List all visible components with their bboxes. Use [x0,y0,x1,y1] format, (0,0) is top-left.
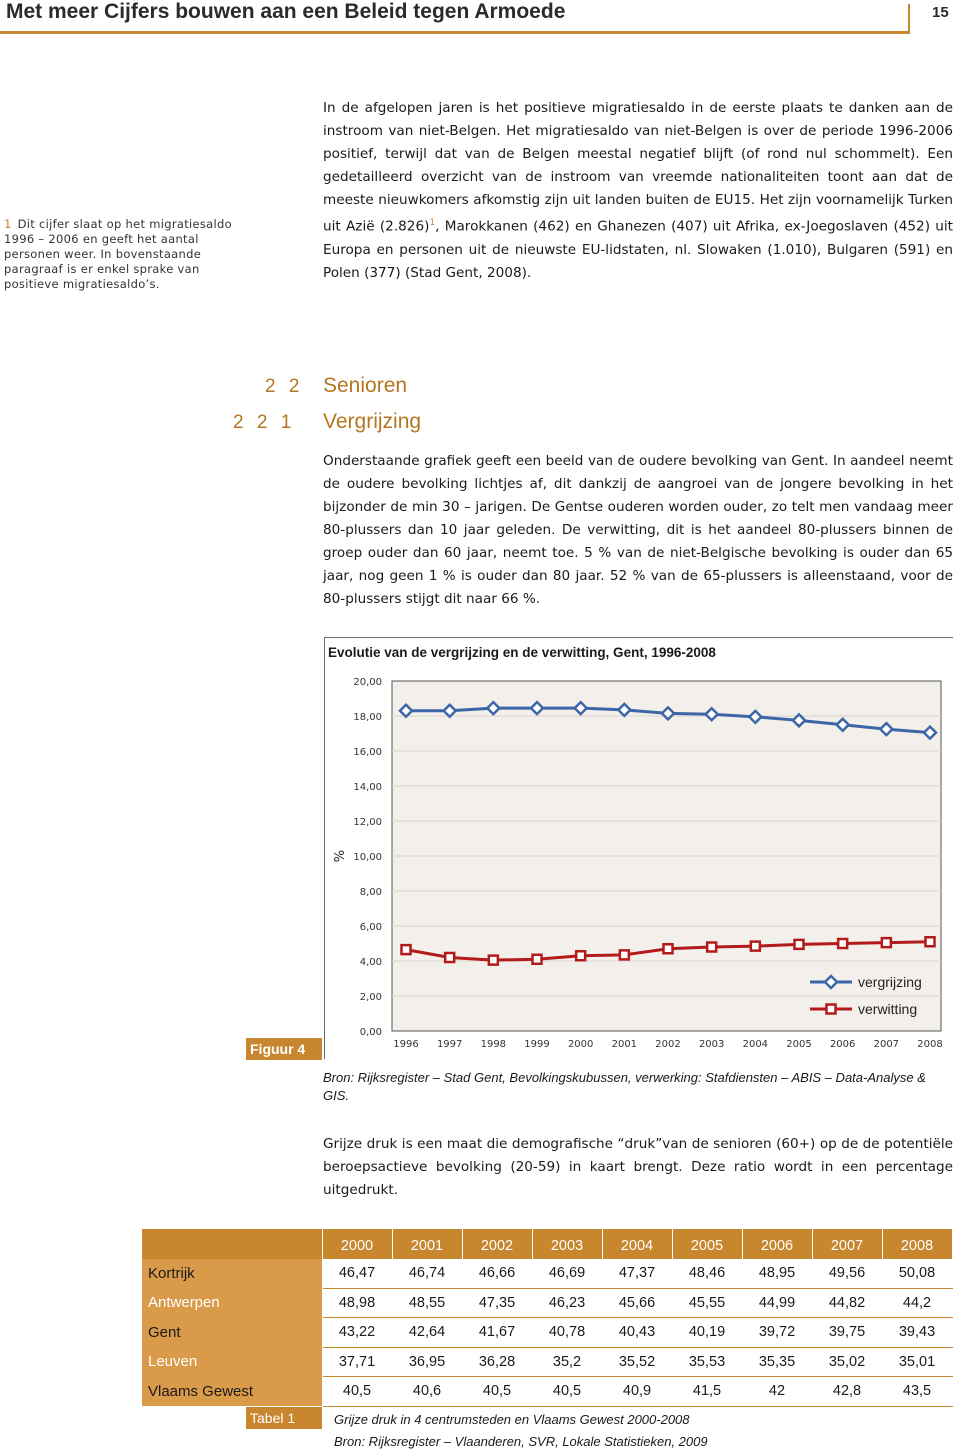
table-cell: 48,46 [672,1259,742,1289]
year-header: 2004 [602,1229,672,1259]
subsection-title: Vergrijzing [323,410,422,433]
paragraph-vergrijzing: Onderstaande grafiek geeft een beeld van de oudere bevolking van Gent. In aandeel neemt de oudere bevolking lichtjes af, dit dankzij de aangroei van de jongere bevolking in het bijzonder de min 30 – jarigen. De Gentse ouderen worden ouder, zo telt men vandaag meer 80-plussers dan 10 jaar geleden. De verwitting, dit is het aandeel 80-plussers binnen de groep ouder dan 60 jaar, neemt toe. 5 % van de niet-Belgische bevolking is ouder dan 65 jaar, nog geen 1 % is ouder dan 80 jaar. 52 % van de 65-plussers is alleenstaand, voor de 80-plussers stijgt dit naar 66 %. [323,453,953,607]
table-cell: 40,19 [672,1318,742,1348]
paragraph-migration: In de afgelopen jaren is het positieve migratiesaldo in de eerste plaats te danken aan de instroom van niet-Belgen. Het migratiesaldo van niet-Belgen is over de periode 1996-2006 positief, terwijl dat van de Belgen meestal negatief blijft (of rond nul schommelt). Een gedetailleerd overzicht van de instroom van vreemde nationaliteiten toont aan dat de meeste nieuwkomers afkomstig zijn uit landen buiten de EU15. Het zijn voornamelijk Turken uit Azië $(2.826)^1$, Marokkanen (462) en Ghanezen (407) uit Afrika, ex-Joegoslaven (452) uit Europa en personen uit de nieuwste EU-lidstaten, nl. Slowaken (1.010), Bulgaren (591) en Polen (377) (Stad Gent, 2008). [323,100,954,281]
table-row [142,1288,952,1318]
footnote-line-3: personen weer. In bovenstaande [4,247,202,261]
table-cell: 39,75 [812,1318,882,1348]
table-cell: 46,47 [322,1259,392,1289]
table-cell: 47,37 [602,1259,672,1289]
x-tick-label: 1998 [480,1039,507,1050]
verwitting-point [489,956,498,965]
year-header: 2008 [882,1229,952,1259]
table-cell: 36,28 [462,1347,532,1377]
table-caption-source: Bron: Rijksregister – Vlaanderen, SVR, Lokale Statistieken, 2009 [334,1434,708,1449]
x-tick-label: 1996 [393,1039,419,1050]
x-tick-label: 2005 [786,1039,812,1050]
year-header: 2007 [812,1229,882,1259]
row-label: Vlaams Gewest [142,1377,322,1407]
year-header: 2005 [672,1229,742,1259]
y-tick-label: 14,00 [353,782,382,793]
footnote-line-1: 1 Dit cijfer slaat op het migratiesaldo [4,217,232,231]
table-cell: 39,72 [742,1318,812,1348]
table-cell: 40,9 [602,1377,672,1407]
y-tick-label: 6,00 [359,922,382,933]
x-tick-label: 2002 [655,1039,681,1050]
table-cell: 46,23 [532,1288,602,1318]
verwitting-point [620,950,629,959]
table-cell: 35,52 [602,1347,672,1377]
y-tick-label: 10,00 [353,852,382,863]
page-number: 15 [932,4,949,21]
table-corner-cell [142,1229,322,1259]
figure-source: Bron: Rijksregister – Stad Gent, Bevolkingskubussen, verwerking: Stafdiensten – ABIS – Data-Analyse & GIS. [323,1070,926,1103]
y-tick-label: 16,00 [353,747,382,758]
verwitting-point [795,940,804,949]
year-header: 2003 [532,1229,602,1259]
year-header: 2002 [462,1229,532,1259]
grijze-druk-table [142,1229,953,1407]
x-tick-label: 2007 [873,1039,900,1050]
header-divider-tick [908,4,910,34]
y-tick-label: 0,00 [359,1027,382,1038]
table-cell: 50,08 [882,1259,952,1289]
year-header: 2006 [742,1229,812,1259]
table-cell: 35,02 [812,1347,882,1377]
section-number: 2 2 [265,376,304,397]
x-tick-label: 1997 [436,1039,463,1050]
footnote-line-2: 1996 – 2006 en geeft het aantal [4,232,199,246]
x-tick-label: 2000 [567,1039,594,1050]
legend-label: vergrijzing [858,974,922,990]
x-tick-label: 2004 [742,1039,769,1050]
table-cell: 45,66 [602,1288,672,1318]
verwitting-point [576,951,585,960]
row-label: Antwerpen [142,1288,322,1318]
footnote-line-5: positieve migratiesaldo’s. [4,277,160,291]
row-label: Leuven [142,1347,322,1377]
table-cell: 48,98 [322,1288,392,1318]
table-cell: 42,8 [812,1377,882,1407]
y-axis-label: % [333,849,348,863]
table-cell: 35,01 [882,1347,952,1377]
row-label: Gent [142,1318,322,1348]
table-cell: 48,55 [392,1288,462,1318]
table-cell: 44,2 [882,1288,952,1318]
table-header-row [142,1229,952,1259]
table-cell: 35,2 [532,1347,602,1377]
year-header: 2000 [322,1229,392,1259]
verwitting-point [751,942,760,951]
footnote-reference[interactable]: 1 [429,218,436,228]
table-cell: 42 [742,1377,812,1407]
table-cell: 46,74 [392,1259,462,1289]
figure-label: Figuur 4 [246,1038,322,1060]
verwitting-point [533,955,542,964]
y-tick-label: 18,00 [353,712,382,723]
table-cell: 40,5 [532,1377,602,1407]
table-cell: 40,43 [602,1318,672,1348]
x-tick-label: 2006 [829,1039,856,1050]
table-caption [334,1409,708,1450]
row-label: Kortrijk [142,1259,322,1289]
table-cell: 43,22 [322,1318,392,1348]
table-cell: 43,5 [882,1377,952,1407]
table-label: Tabel 1 [246,1407,322,1429]
verwitting-point [445,953,454,962]
table-cell: 46,66 [462,1259,532,1289]
y-tick-label: 8,00 [359,887,382,898]
y-tick-label: 20,00 [353,677,382,688]
chart-title: Evolutie van de vergrijzing en de verwitting, Gent, 1996-2008 [328,645,716,660]
header-rule [0,31,910,34]
table-cell: 49,56 [812,1259,882,1289]
table-caption-title: Grijze druk in 4 centrumsteden en Vlaams Gewest 2000-2008 [334,1412,690,1427]
table-row [142,1259,952,1289]
verwitting-point [707,943,716,952]
table-cell: 45,55 [672,1288,742,1318]
y-tick-label: 12,00 [353,817,382,828]
table-cell: 41,5 [672,1377,742,1407]
running-header-title: Met meer Cijfers bouwen aan een Beleid tegen Armoede [6,0,566,23]
y-tick-label: 2,00 [359,992,382,1003]
verwitting-point [402,945,411,954]
table-cell: 42,64 [392,1318,462,1348]
legend-marker [827,1005,836,1014]
verwitting-point [926,937,935,946]
table-cell: 40,5 [322,1377,392,1407]
section-title: Senioren [323,374,408,397]
table-cell: 37,71 [322,1347,392,1377]
table-cell: 41,67 [462,1318,532,1348]
y-tick-label: 4,00 [359,957,382,968]
table-cell: 40,78 [532,1318,602,1348]
footnote-number: 1 [4,217,12,231]
year-header: 2001 [392,1229,462,1259]
margin-footnote [4,217,254,292]
table-cell: 44,99 [742,1288,812,1318]
footnote-line-4: paragraaf is er enkel sprake van [4,262,200,276]
table-cell: 40,5 [462,1377,532,1407]
table-cell: 47,35 [462,1288,532,1318]
verwitting-point [664,944,673,953]
table-cell: 36,95 [392,1347,462,1377]
table-cell: 46,69 [532,1259,602,1289]
legend-label: verwitting [858,1001,918,1017]
x-tick-label: 2008 [917,1039,943,1050]
x-tick-label: 1999 [524,1039,550,1050]
table-cell: 44,82 [812,1288,882,1318]
line-chart [324,637,954,1059]
table-cell: 35,35 [742,1347,812,1377]
verwitting-point [838,939,847,948]
subsection-number: 2 2 1 [233,412,296,433]
x-tick-label: 2001 [611,1039,638,1050]
table-cell: 48,95 [742,1259,812,1289]
table-row [142,1347,952,1377]
table-row [142,1318,952,1348]
x-tick-label: 2003 [698,1039,725,1050]
verwitting-point [882,938,891,947]
table-cell: 35,53 [672,1347,742,1377]
paragraph-grijze-druk: Grijze druk is een maat die demografische “druk”van de senioren (60+) op de de potentiële beroepsactieve bevolking (20-59) in kaart brengt. Deze ratio wordt in een percentage uitgedrukt. [323,1136,953,1198]
table-cell: 39,43 [882,1318,952,1348]
table-row [142,1377,952,1407]
table-cell: 40,6 [392,1377,462,1407]
